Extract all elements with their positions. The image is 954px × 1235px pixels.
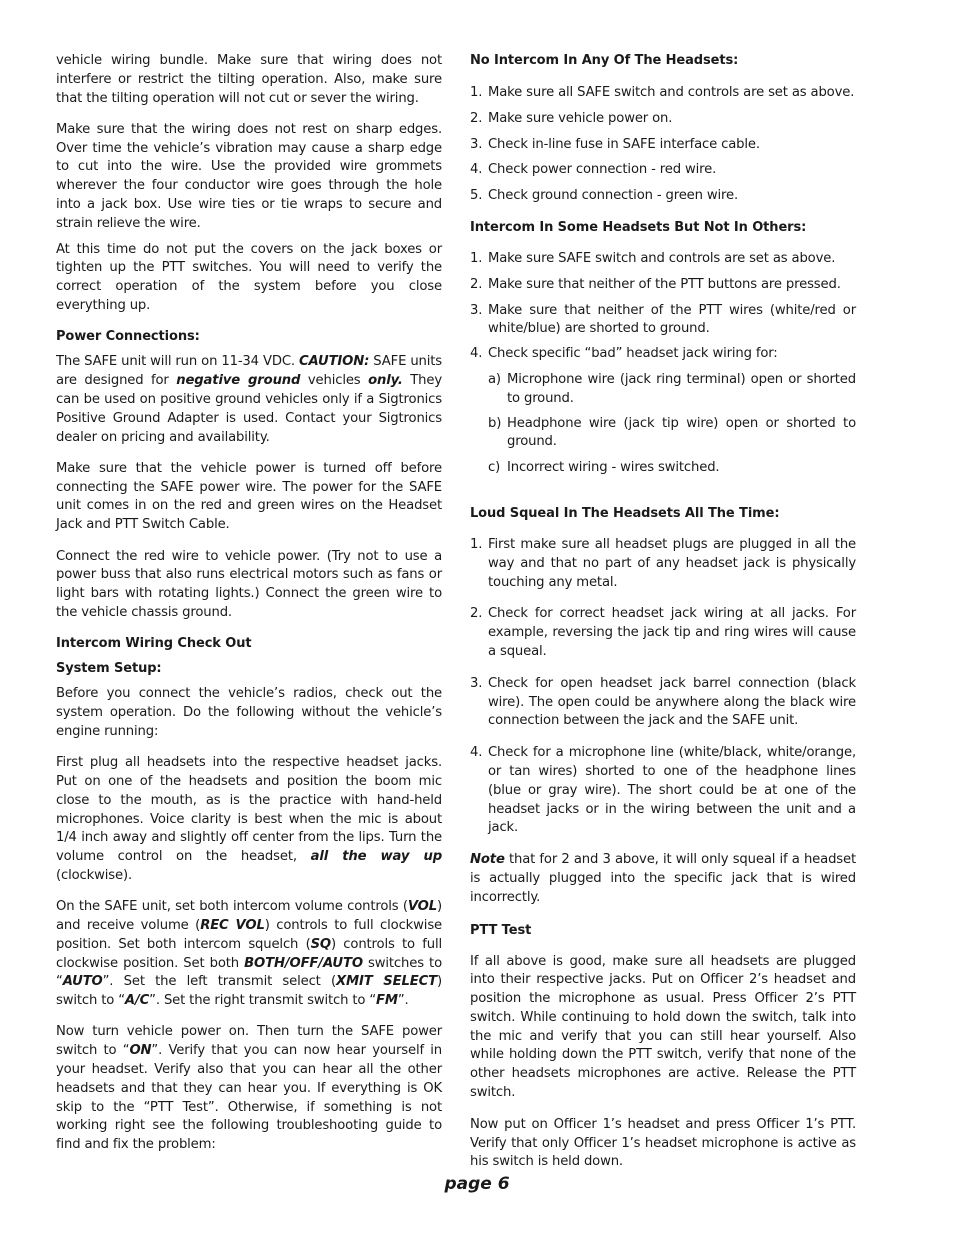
paragraph-note: Note that for 2 and 3 above, it will only squeal if a headset is actually plugged into the specific jack that is wired incorrectly. [470,852,856,905]
list-item: 2. Make sure that neither of the PTT buttons are pressed. [470,276,841,292]
list-item: 1. Make sure all SAFE switch and controls are set as above. [470,85,855,100]
sub-list-item: b) Headphone wire (jack tip wire) open or shorted to ground. [488,415,856,450]
paragraph-turn-power-on: Now turn vehicle power on. Then turn the SAFE power switch to “ON”. Verify that you can now hear yourself in your headset. Verify also that you can hear all the other headsets and that they can hear you. If everything is OK skip to the “PTT Test”. Otherwise, if something is not working right see the following troubleshooting guide to find and fix the problem: [56,1024,443,1153]
heading-loud-squeal: Loud Squeal In The Headsets All The Time: [470,505,780,521]
list-item: 2. Check for correct headset jack wiring at all jacks. For example, reversing the jack tip and ring wires will cause a squeal. [470,606,856,659]
left-column [56,52,442,1155]
paragraph-ptt-officer-2: If all above is good, make sure all headsets are plugged into their respective jacks. Put on Officer 2’s headset and position the microphone as usual. Press Officer 2’s PTT switch. While continuing to hold down the switch, talk into the mic and verify that you can still hear yourself. Also while holding down the PTT switch, verify that none of the other headsets microphones are active. Release the PTT switch. [470,953,856,1101]
paragraph-covers: At this time do not put the covers on the jack boxes or tighten up the PTT switches. You will need to verify the correct operation of the system before you close everything up. [56,241,442,314]
paragraph-safe-unit-settings: On the SAFE unit, set both intercom volume controls (VOL) and receive volume (REC VOL) controls to full clockwise position. Set both intercom squelch (SQ) controls to full clockwise position. Set both BOTH/OFF/AUTO switches to “AUTO”. Set the left transmit select (XMIT SELECT) switch to “A/C”. Set the right transmit switch to “FM”. [56,899,443,1009]
list-item: 5. Check ground connection - green wire. [470,188,739,204]
list-item: 4. Check specific “bad” headset jack wiring for: a) Microphone wire (jack ring terminal) open or shorted to ground. b) Headphone wire (jack tip wire) open or shorted to ground. c) Incorrect wiring - wires switched. [470,345,856,478]
paragraph-power-voltage: The SAFE unit will run on 11-34 VDC. CAUTION: SAFE units are designed for negative ground vehicles only. They can be used on positive ground vehicles only if a Sigtronics Positive Ground Adapter is used. Contact your Sigtronics dealer on pricing and availability. [56,354,442,445]
caution-label: CAUTION: [299,354,370,370]
heading-some-headsets: Intercom In Some Headsets But Not In Others: [470,219,807,235]
some-headsets-list [470,250,856,478]
list-item: 1. First make sure all headset plugs are plugged in all the way and that no part of any headset jack is physically touching any metal. [470,536,856,590]
list-item: 2. Make sure vehicle power on. [470,110,673,126]
list-item: 3. Make sure that neither of the PTT wires (white/red or white/blue) are shorted to ground. [470,302,856,337]
heading-no-intercom: No Intercom In Any Of The Headsets: [470,53,739,68]
no-intercom-list [470,84,856,206]
bad-jack-sublist [488,371,856,478]
sub-list-item: a) Microphone wire (jack ring terminal) open or shorted to ground. [488,371,856,406]
page-number: page 6 [444,1174,510,1194]
paragraph-plug-headsets: First plug all headsets into the respective headset jacks. Put on one of the headsets and position the boom mic close to the mouth, as is the practice with hand-held microphones. Voice clarity is best when the mic is about 1/4 inch away and slightly off center from the lips. Turn the volume control on the headset, all the way up (clockwise). [56,755,442,883]
paragraph-before-connect: Before you connect the vehicle’s radios, check out the system operation. Do the following without the vehicle’s engine running: [56,686,442,739]
squeal-list [470,536,856,838]
paragraph-red-wire: Connect the red wire to vehicle power. (Try not to use a power buss that also runs electrical motors such as fans or light bars with rotating lights.) Connect the green wire to the vehicle chassis ground. [56,548,442,620]
paragraph-ptt-officer-1: Now put on Officer 1’s headset and press Officer 1’s PTT. Verify that only Officer 1’s headset microphone is active as his switch is held down. [470,1116,856,1170]
paragraph-wiring-bundle: vehicle wiring bundle. Make sure that wiring does not interfere or restrict the tilting operation. Also, make sure that the tilting operation will not cut or sever the wiring. [56,53,442,106]
list-item: 1. Make sure SAFE switch and controls are set as above. [470,250,836,266]
list-item: 3. Check in-line fuse in SAFE interface cable. [470,136,760,152]
heading-intercom-check: Intercom Wiring Check Out [56,636,252,652]
list-item: 3. Check for open headset jack barrel connection (black wire). The open could be anywhere along the black wire connection between the jack and the SAFE unit. [470,675,856,729]
heading-power-connections: Power Connections: [56,329,200,345]
heading-system-setup: System Setup: [56,661,162,677]
right-column [470,52,856,1172]
heading-ptt-test: PTT Test [470,922,532,938]
list-item: 4. Check for a microphone line (white/black, white/orange, or tan wires) shorted to one of the headphone lines (blue or gray wire). The short could be at one of the headset jacks or in the wiring between the unit and a jack. [470,745,856,836]
list-item: 4. Check power connection - red wire. [470,162,717,178]
sub-list-item: c) Incorrect wiring - wires switched. [488,460,720,476]
paragraph-power-off: Make sure that the vehicle power is turned off before connecting the SAFE power wire. The power for the SAFE unit comes in on the red and green wires on the Headset Jack and PTT Switch Cable. [56,460,442,533]
paragraph-sharp-edges: Make sure that the wiring does not rest on sharp edges. Over time the vehicle’s vibration may cause a sharp edge to cut into the wire. Use the provided wire grommets wherever the four conductor wire goes through the hole into a jack box. Use wire ties or tie wraps to secure and strain relieve the wire. [56,121,442,231]
